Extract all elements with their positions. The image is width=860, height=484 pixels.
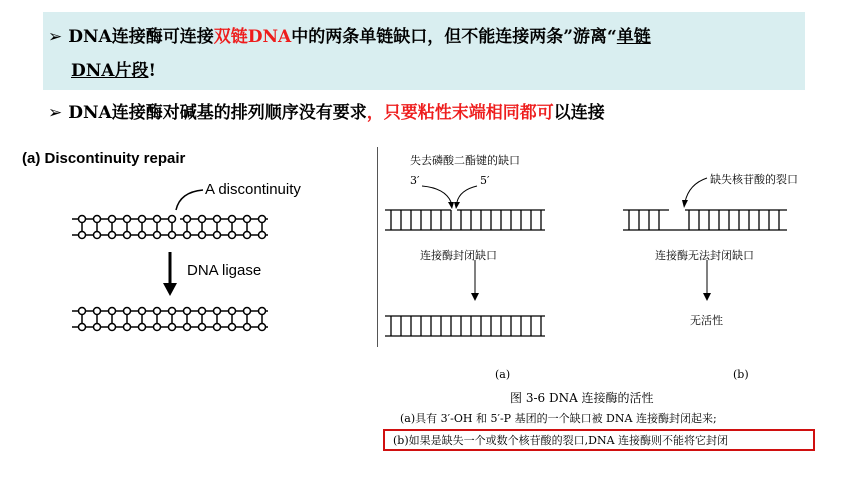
gap-label: 缺失核苷酸的裂口: [710, 173, 798, 186]
discontinuity-pointer: [176, 190, 203, 210]
nucleotide: [139, 232, 146, 239]
nucleotide: [94, 324, 101, 331]
note-b-box: [383, 429, 815, 451]
nucleotide: [259, 216, 266, 223]
nucleotide: [124, 308, 131, 315]
sealed-duplex: [72, 308, 268, 331]
nucleotide: [109, 308, 116, 315]
nucleotide: [244, 308, 251, 315]
ligase-seals-label: 连接酶封闭缺口: [420, 249, 497, 262]
nucleotide: [184, 308, 191, 315]
nucleotide: [184, 232, 191, 239]
nucleotide: [244, 232, 251, 239]
nucleotide: [124, 324, 131, 331]
note-a: (a)具有 3′-OH 和 5′-P 基团的一个缺口被 DNA 连接酶封闭起来;: [400, 412, 717, 425]
nucleotide: [214, 324, 221, 331]
dna-ligase-label: DNA ligase: [187, 262, 262, 279]
nucleotide: [229, 324, 236, 331]
note-b: (b)如果是缺失一个或数个核苷酸的裂口,DNA 连接酶则不能将它封闭: [393, 434, 729, 447]
nucleotide: [154, 308, 161, 315]
bullet-arrow-icon: ➢: [48, 103, 63, 123]
figure-b-diagram: [377, 140, 817, 370]
bullet-1: ➢ DNA连接酶可连接双链DNA中的两条单链缺口，但不能连接两条”游离“单链: [48, 27, 651, 47]
nucleotide: [139, 324, 146, 331]
nucleotide: [244, 216, 251, 223]
nucleotide: [199, 324, 206, 331]
figure-a-title: (a) Discontinuity repair: [22, 150, 186, 167]
nucleotide: [94, 216, 101, 223]
nucleotide: [259, 308, 266, 315]
nucleotide: [229, 308, 236, 315]
nucleotide: [199, 232, 206, 239]
nucleotide: [214, 232, 221, 239]
nucleotide: [259, 324, 266, 331]
nucleotide: [124, 232, 131, 239]
nucleotide: [109, 216, 116, 223]
nucleotide: [139, 216, 146, 223]
nucleotide: [109, 232, 116, 239]
nucleotide: [154, 232, 161, 239]
bullet-1-cont: DNA片段!: [71, 61, 156, 81]
nucleotide: [229, 232, 236, 239]
nucleotide: [184, 324, 191, 331]
ligase-cannot-seal-label: 连接酶无法封闭缺口: [655, 249, 754, 262]
nicked-duplex: [72, 216, 268, 239]
panel-a-label: (a): [495, 368, 511, 381]
nucleotide: [79, 216, 86, 223]
panel-b-label: (b): [733, 368, 749, 381]
discontinuity-label: A discontinuity: [205, 181, 301, 198]
five-prime-label: 5′: [480, 174, 490, 187]
nucleotide: [154, 324, 161, 331]
nucleotide: [229, 216, 236, 223]
three-prime-label: 3′: [410, 174, 420, 187]
nucleotide: [124, 216, 131, 223]
nucleotide: [199, 216, 206, 223]
bullet-2: ➢ DNA连接酶对碱基的排列顺序没有要求，只要粘性末端相同都可以连接: [48, 103, 605, 123]
nick-label: 失去磷酸二酯键的缺口: [410, 154, 520, 167]
nucleotide: [94, 308, 101, 315]
nucleotide: [139, 308, 146, 315]
nucleotide: [244, 324, 251, 331]
nucleotide: [259, 232, 266, 239]
nucleotide: [169, 324, 176, 331]
nucleotide: [79, 232, 86, 239]
nucleotide: [169, 308, 176, 315]
figure-a-diagram: [0, 0, 377, 350]
nucleotide: [109, 324, 116, 331]
bullet-arrow-icon: ➢: [48, 27, 63, 47]
nucleotide: [94, 232, 101, 239]
inactive-label: 无活性: [690, 314, 723, 327]
nucleotide: [184, 216, 191, 223]
nucleotide: [199, 308, 206, 315]
nucleotide: [214, 216, 221, 223]
nucleotide: [169, 232, 176, 239]
nucleotide: [214, 308, 221, 315]
nucleotide: [79, 308, 86, 315]
nucleotide: [79, 324, 86, 331]
figure-caption: 图 3-6 DNA 连接酶的活性: [510, 391, 654, 405]
nucleotide: [154, 216, 161, 223]
nucleotide: [169, 216, 176, 223]
